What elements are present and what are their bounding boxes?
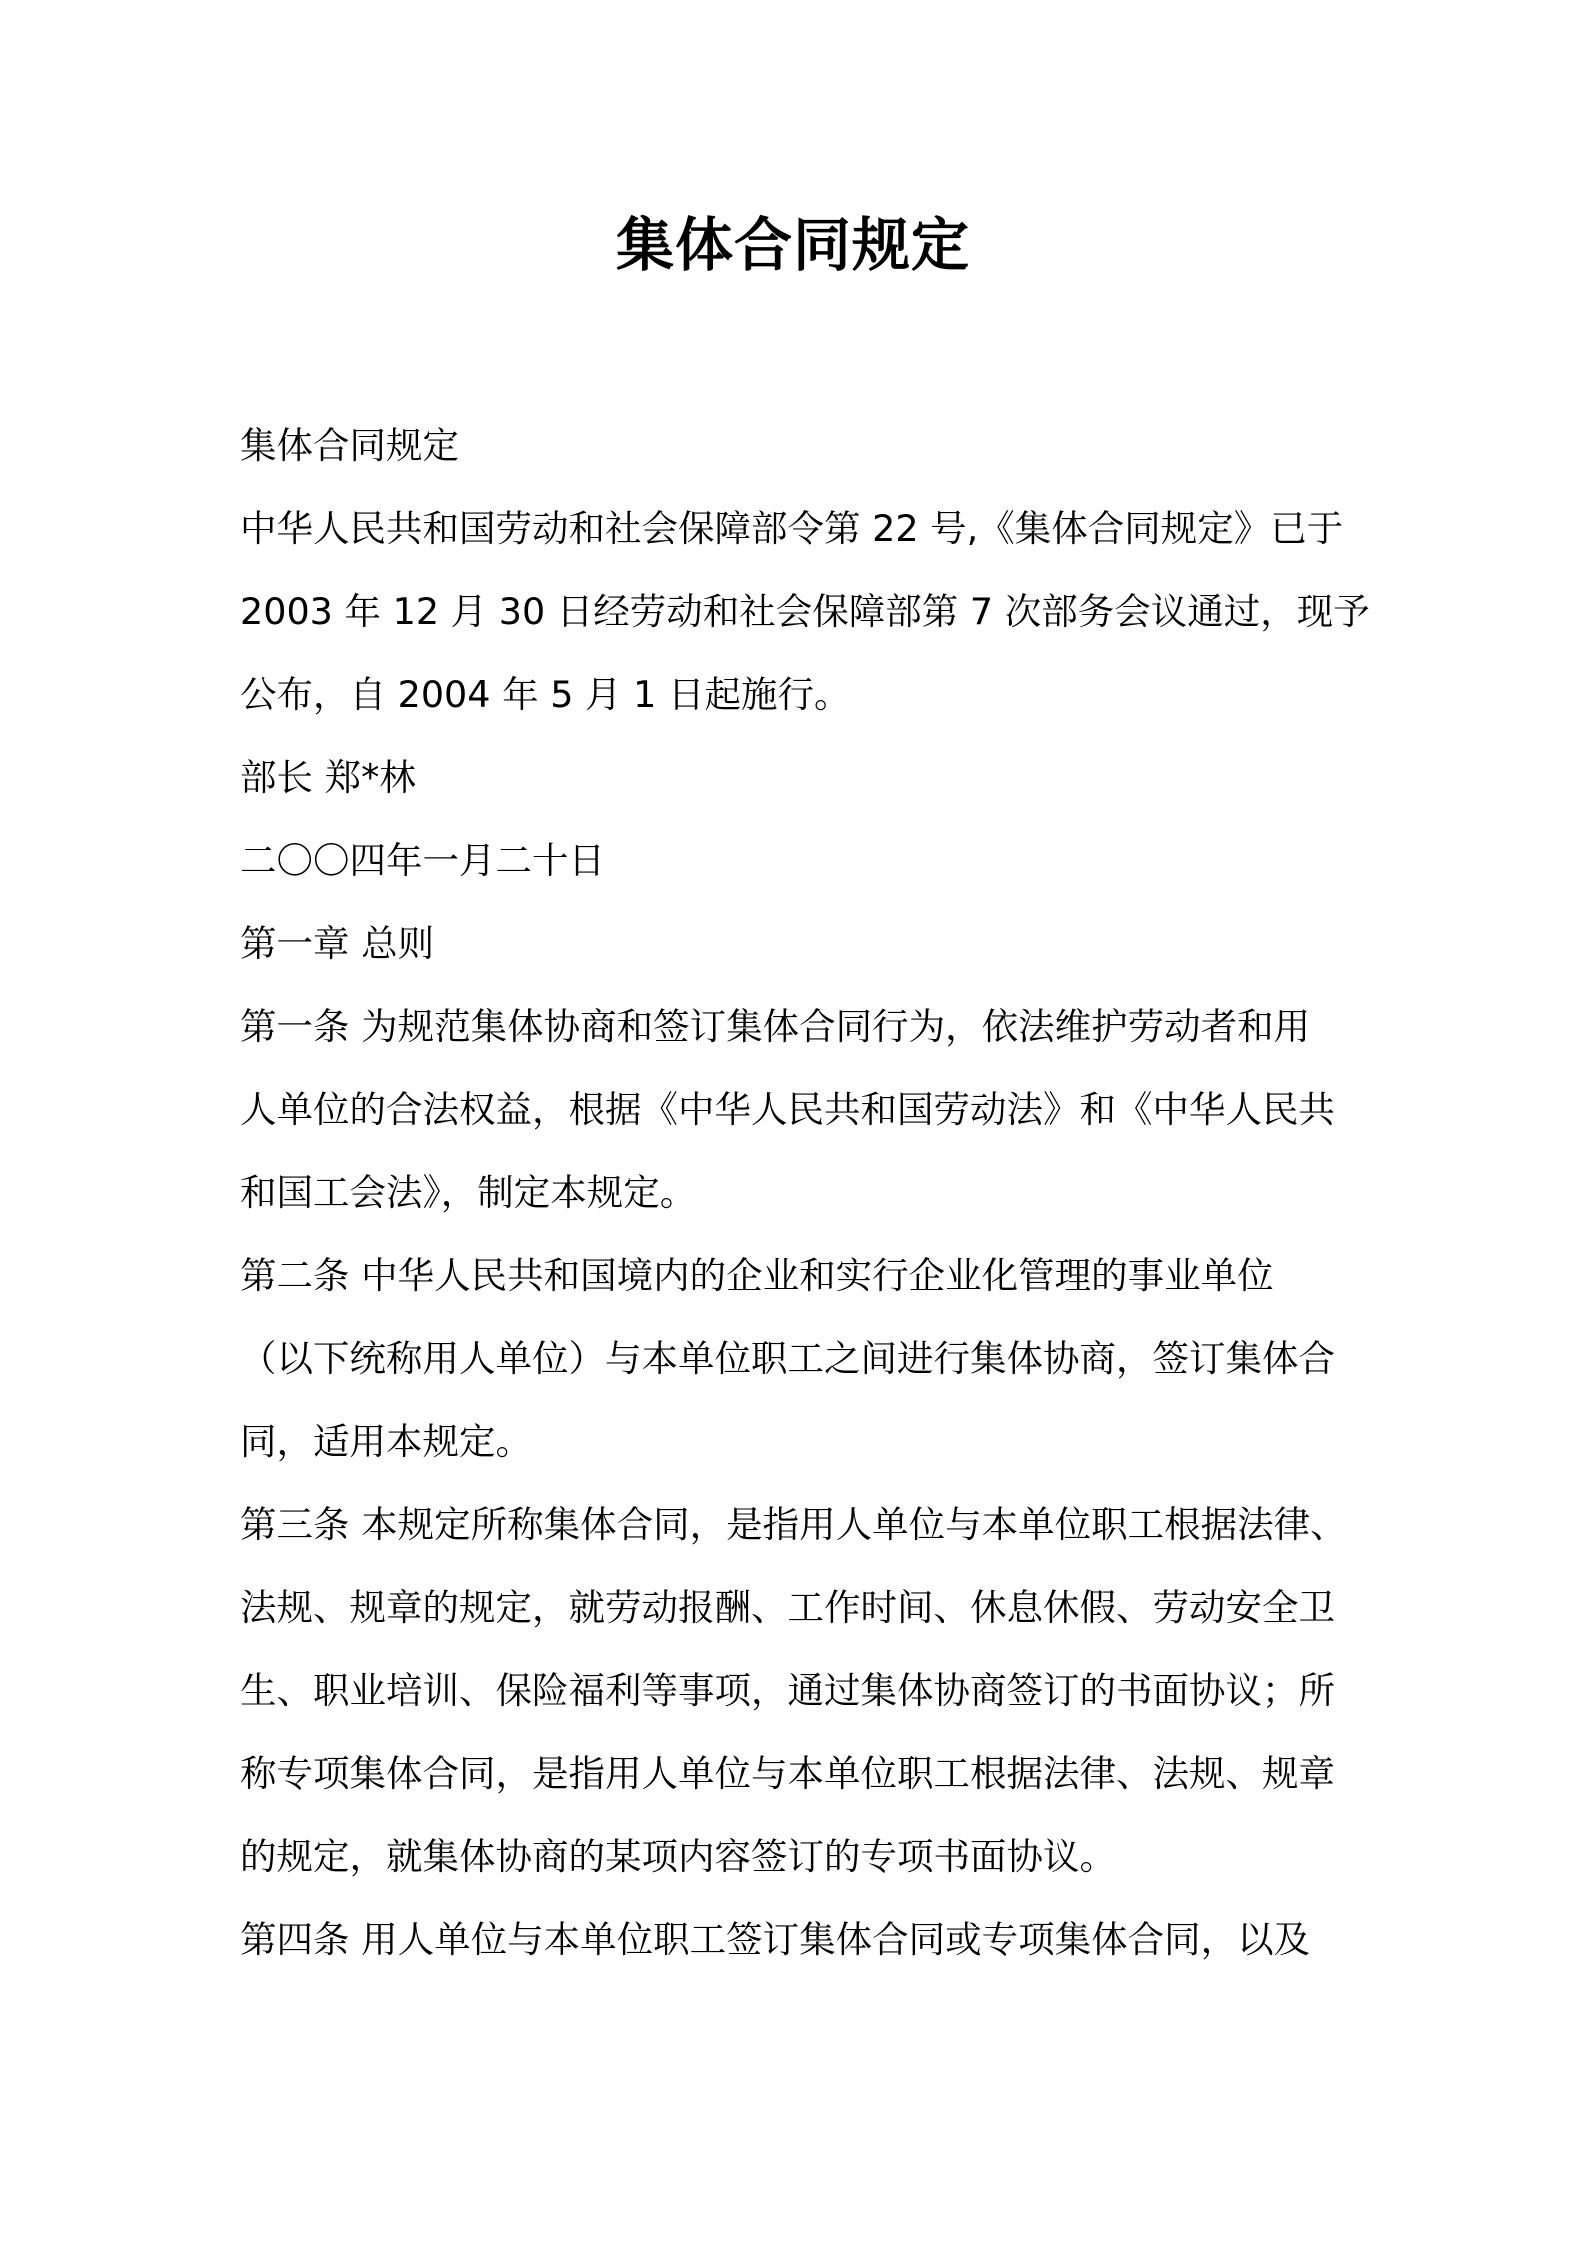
date-line: 二〇〇四年一月二十日 — [240, 839, 605, 882]
article-line: 第二条 中华人民共和国境内的企业和实行企业化管理的事业单位 — [240, 1254, 1274, 1297]
signatory-line: 部长 郑*林 — [240, 756, 416, 799]
article-line: 同，适用本规定。 — [240, 1420, 532, 1463]
article-line: （以下统称用人单位）与本单位职工之间进行集体协商，签订集体合 — [240, 1337, 1335, 1380]
chapter-heading: 第一章 总则 — [240, 922, 435, 965]
paragraph-line: 公布，自 2004 年 5 月 1 日起施行。 — [240, 673, 851, 716]
article-line: 第三条 本规定所称集体合同，是指用人单位与本单位职工根据法律、 — [240, 1503, 1347, 1546]
doc-subtitle-line: 集体合同规定 — [240, 424, 459, 467]
article-line: 称专项集体合同，是指用人单位与本单位职工根据法律、法规、规章 — [240, 1752, 1335, 1795]
article-line: 的规定，就集体协商的某项内容签订的专项书面协议。 — [240, 1835, 1116, 1878]
article-line: 和国工会法》，制定本规定。 — [240, 1171, 697, 1214]
article-line: 生、职业培训、保险福利等事项，通过集体协商签订的书面协议；所 — [240, 1669, 1335, 1712]
article-line: 第一条 为规范集体协商和签订集体合同行为，依法维护劳动者和用 — [240, 1005, 1311, 1048]
paragraph-line: 2003 年 12 月 30 日经劳动和社会保障部第 7 次部务会议通过，现予 — [240, 590, 1370, 633]
article-line: 人单位的合法权益，根据《中华人民共和国劳动法》和《中华人民共 — [240, 1088, 1335, 1131]
article-line: 法规、规章的规定，就劳动报酬、工作时间、休息休假、劳动安全卫 — [240, 1586, 1335, 1629]
paragraph-line: 中华人民共和国劳动和社会保障部令第 22 号,《集体合同规定》已于 — [240, 507, 1344, 550]
document-body — [240, 404, 1370, 1981]
page-title: 集体合同规定 — [615, 211, 970, 279]
article-line: 第四条 用人单位与本单位职工签订集体合同或专项集体合同，以及 — [240, 1918, 1311, 1961]
